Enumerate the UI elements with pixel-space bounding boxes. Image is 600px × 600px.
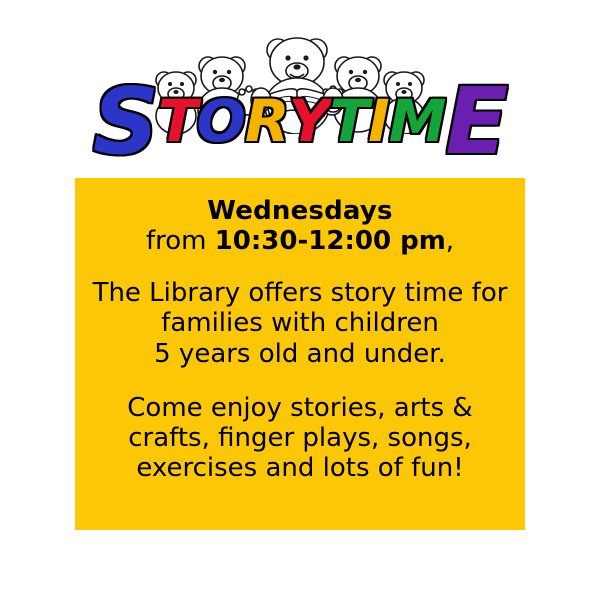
schedule-time	[91, 226, 509, 256]
poster-info-panel	[75, 178, 525, 530]
title-letter-t1: T	[157, 87, 197, 155]
title-letter-r: R	[244, 87, 289, 155]
schedule-time-value: 10:30-12:00 pm	[214, 226, 446, 257]
description-line-3: 5 years old and under.	[154, 338, 446, 369]
title-letter-s: S	[92, 68, 158, 175]
title-letter-e: E	[445, 68, 508, 175]
poster-logo-area	[0, 24, 600, 176]
title-letter-t2: T	[329, 87, 369, 155]
title-letter-i: I	[368, 87, 389, 155]
description-line-1: The Library offers story time for	[92, 278, 508, 309]
activities-line-2: crafts, finger plays, songs,	[128, 422, 472, 453]
description-line-2: families with children	[161, 308, 439, 339]
schedule-day: Wednesdays	[207, 196, 393, 226]
schedule-time-prefix: from	[145, 226, 215, 257]
spacer-one	[91, 256, 509, 278]
title-letter-o: O	[196, 87, 245, 155]
schedule-time-suffix: ,	[445, 226, 455, 257]
poster-title	[0, 68, 600, 175]
title-letter-m: M	[388, 87, 446, 155]
spacer-two	[91, 369, 509, 393]
title-letter-y: Y	[288, 87, 330, 155]
activities-line-1: Come enjoy stories, arts &	[127, 392, 473, 423]
activities-line-3: exercises and lots of fun!	[136, 453, 464, 484]
